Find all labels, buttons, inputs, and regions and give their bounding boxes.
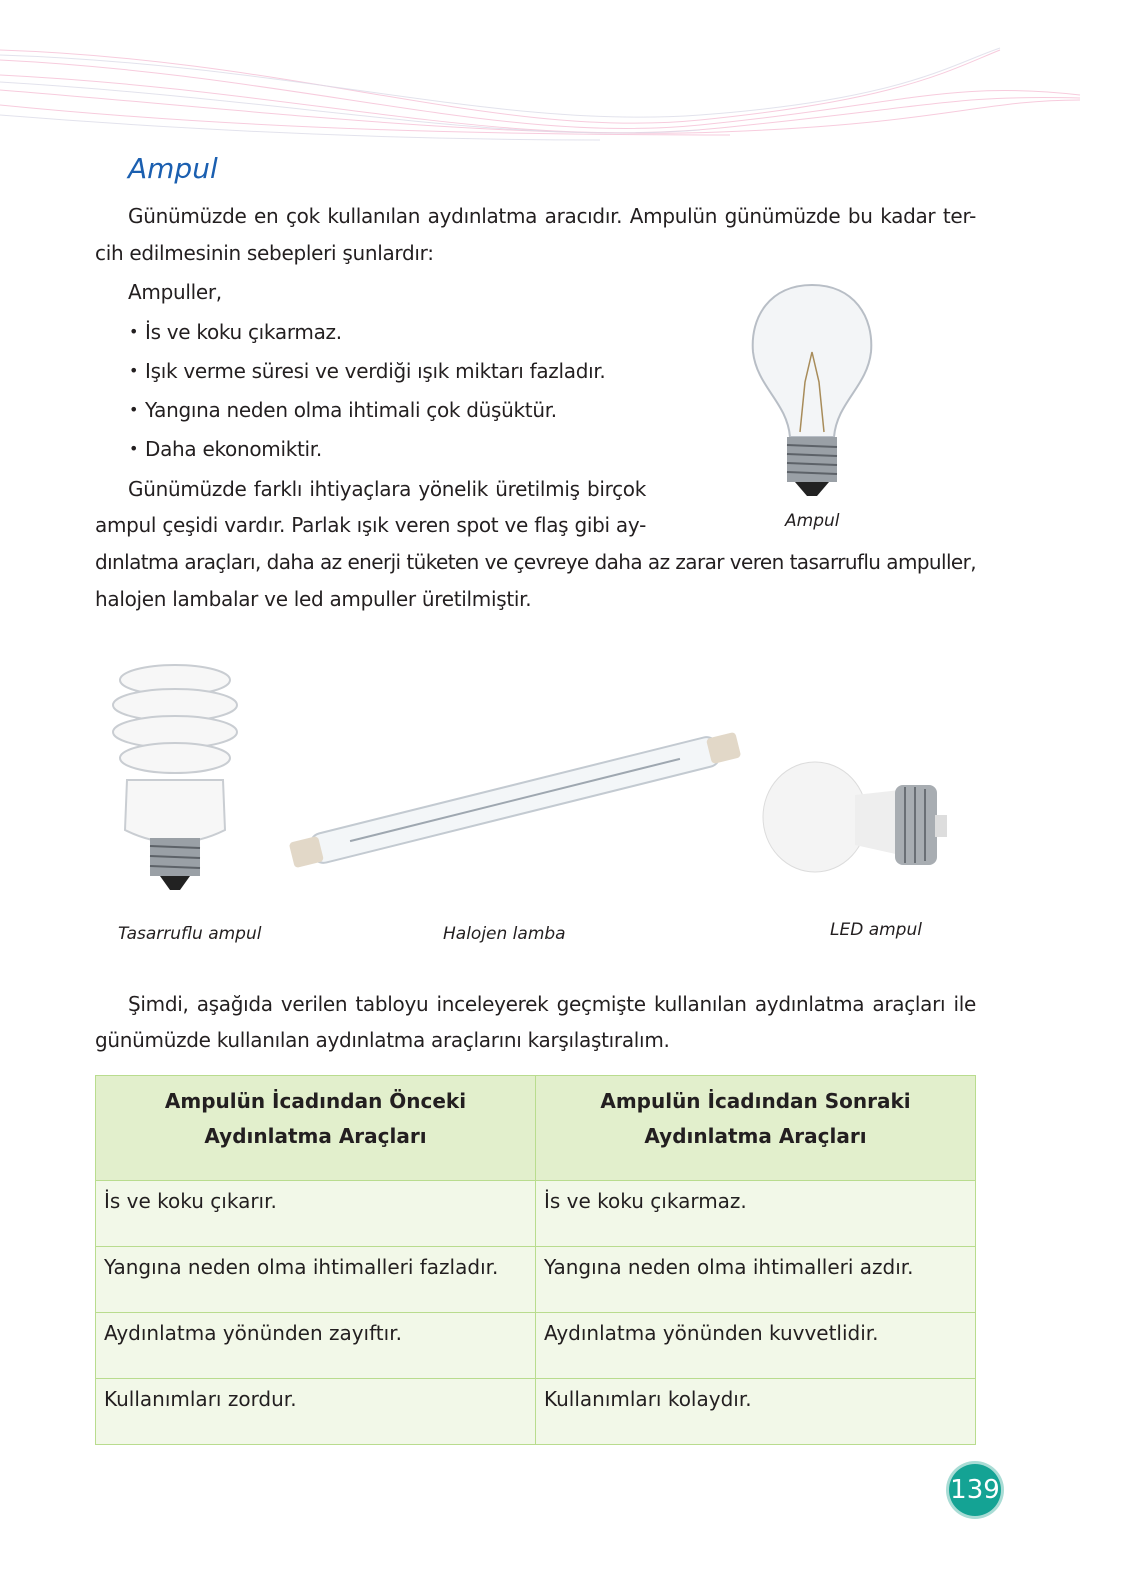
caption-tasarruflu: Tasarruflu ampul	[118, 924, 262, 944]
bullet-item: • Yangına neden olma ihtimali çok düşüktür.	[145, 398, 557, 422]
energy-saving-bulb-image	[105, 660, 245, 895]
paragraph-line: ampul çeşidi vardır. Parlak ışık veren spot ve flaş gibi ay-	[95, 513, 646, 537]
list-intro: Ampuller,	[128, 280, 222, 304]
column-header: Ampulün İcadından Sonraki Aydınlatma Araçları	[536, 1076, 976, 1181]
table-cell: Kullanımları zordur.	[96, 1379, 536, 1445]
bullet-item: • Daha ekonomiktir.	[145, 437, 322, 461]
paragraph-line: cih edilmesinin sebepleri şunlardır:	[95, 241, 434, 265]
comparison-table	[95, 1075, 976, 1445]
caption-ampul: Ampul	[785, 511, 840, 531]
paragraph-line: dınlatma araçları, daha az enerji tüketen ve çevreye daha az zarar veren tasarruflu ampuller,	[95, 550, 976, 574]
paragraph-line: Günümüzde en çok kullanılan aydınlatma aracıdır. Ampulün günümüzde bu kadar ter-	[128, 204, 976, 228]
table-cell: Kullanımları kolaydır.	[536, 1379, 976, 1445]
table-cell: Aydınlatma yönünden zayıftır.	[96, 1313, 536, 1379]
table-row	[96, 1247, 976, 1313]
paragraph-line: halojen lambalar ve led ampuller üretilmiştir.	[95, 587, 532, 611]
table-cell: İs ve koku çıkarmaz.	[536, 1181, 976, 1247]
column-header: Ampulün İcadından Önceki Aydınlatma Araçları	[96, 1076, 536, 1181]
bullet-item: • İs ve koku çıkarmaz.	[145, 320, 342, 344]
table-row	[96, 1181, 976, 1247]
table-row	[96, 1379, 976, 1445]
page-number-badge: 139	[949, 1464, 1001, 1516]
table-header-row	[96, 1076, 976, 1181]
paragraph-line: Şimdi, aşağıda verilen tabloyu inceleyerek geçmişte kullanılan aydınlatma araçları ile	[128, 992, 976, 1016]
led-bulb-image	[760, 755, 950, 880]
caption-halojen: Halojen lamba	[443, 924, 566, 944]
halogen-lamp-image	[285, 725, 745, 875]
table-cell: İs ve koku çıkarır.	[96, 1181, 536, 1247]
table-row	[96, 1313, 976, 1379]
paragraph-line: günümüzde kullanılan aydınlatma araçlarını karşılaştıralım.	[95, 1028, 670, 1052]
paragraph-line: Günümüzde farklı ihtiyaçlara yönelik üretilmiş birçok	[128, 477, 646, 501]
section-title: Ampul	[128, 152, 218, 185]
table-cell: Yangına neden olma ihtimalleri azdır.	[536, 1247, 976, 1313]
decorative-wave-header	[0, 40, 1123, 150]
table-cell: Yangına neden olma ihtimalleri fazladır.	[96, 1247, 536, 1313]
table-cell: Aydınlatma yönünden kuvvetlidir.	[536, 1313, 976, 1379]
incandescent-bulb-image	[745, 282, 880, 500]
caption-led: LED ampul	[830, 920, 922, 940]
bullet-item: • Işık verme süresi ve verdiği ışık miktarı fazladır.	[145, 359, 606, 383]
